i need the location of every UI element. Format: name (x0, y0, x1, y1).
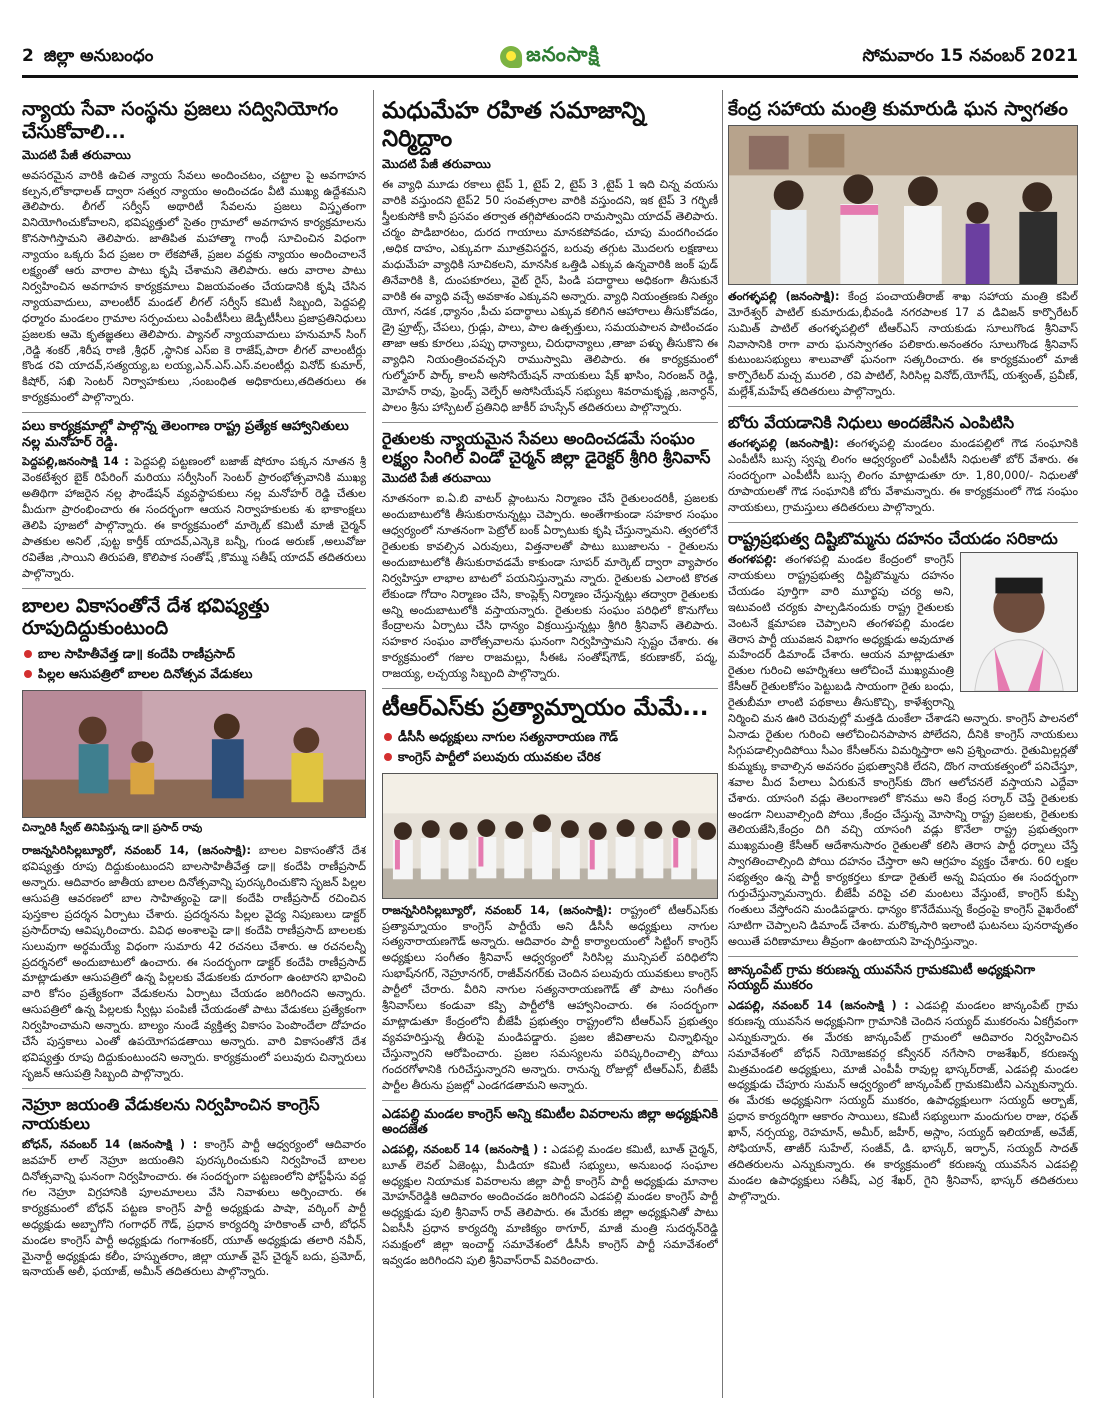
article-dateline: ఎడపల్లి, నవంబర్ 14 (జనంసాక్షి ) : (382, 1142, 548, 1156)
article-headline: నెహ్రూ జయంతి వేడుకలను నిర్వహించిన కాంగ్రెస్ నాయకులు (22, 1094, 320, 1133)
article-bullets (382, 727, 718, 767)
article-photo (728, 125, 1078, 285)
portrait-placeholder (961, 553, 1077, 691)
column-rule (373, 90, 374, 1398)
article-borewell-funds (728, 413, 1078, 516)
article-body: తంగళ్ళపల్లి మండలం మండపల్లిలో గౌడ సంఘానికి ఎంపీటీసీ బుస్స స్వప్న లింగం ఆధ్వర్యంలో ఎంపీటీసీ నిధులతో బోర్ వేశారు. ఈ సందర్భంగా ఎంపీటీసీ బుస్స లింగం మాట్లాడుతూ రూ. 1,80,000/- నిధులతో రూపాయలతో గౌడ సంఘానికి బోరు వేశామన్నారు. ఈ కార్యక్రమంలో గౌడ సంఘం నాయకులు, గ్రామస్తులు తదితరులు పాల్గొన్నారు. (728, 437, 1078, 514)
article-headline: పలు కార్యక్రమాల్లో పాల్గొన్న తెలంగాణ రాష్ట్ర ప్రత్యేక ఆహ్వానితులు నల్ల మనోహర్ రెడ్డి. (22, 419, 349, 450)
article-kicker: మొదటి పేజీ తరువాయి (382, 157, 491, 172)
article-headline: మధుమేహ రహిత సమాజాన్ని నిర్మిద్దాం (382, 98, 646, 152)
article-dateline: రాజన్నసిరిసిల్లబ్యూరో, నవంబర్ 14, (జనంసాక్షి): (22, 844, 251, 858)
article-photo (22, 690, 366, 818)
section-name: జిల్లా అనుబంధం (43, 45, 154, 66)
article-dateline: రాజన్నసిరిసిల్లబ్యూరో, నవంబర్ 14, (జనంసాక్షి): (382, 903, 613, 917)
article-body: అవసరమైన వారికి ఉచిత న్యాయ సేవలు అందించటం, చట్టాల పై అవగాహన కల్పన,లోకాధాలత్ ద్వారా సత్వర న్యాయం అందించడం వీటి ముఖ్య ఉద్దేశమని తెలిపారు. లీగల్ సర్వీస్ అథారిటీ సేవలను ప్రజలు విస్తృతంగా వినియోగించుకోవాలని, భవిష్యత్తులో సైతం గ్రామాలో అవగాహన కార్యక్రమాలను కొనసాగిస్తామని తెలిపారు. జాతిపిత మహాత్మా గాంధీ సూచించిన విధంగా న్యాయం ఒక్కరు పేద ప్రజల రా లేకపోతే, ప్రజల వద్దకు న్యాయం అందించాలనే లక్ష్యంతో ఆరు వారాల పాటు కృషి చేశామని తెలిపారు. ఆరు వారాల పాటు నిర్వహించిన అవగాహన కార్యక్రమాలు విజయవంతం చేయడానికి కృషి చేసిన న్యాయవాదులు, వాలంటీర్ మండల్ లీగల్ సర్వీస్ కమిటీ సిబ్బంది, పెద్దపల్లి ధర్మారం మండలం గ్రామాల సర్పంచులు ఎంపీటీసీలు జెడ్పీటీసీలు ప్రజాప్రతినిధులు ప్రజలకు ఆమె కృతజ్ఞతలు తెలిపారు. ప్యానల్ న్యాయవాదులు హనుమాన్ సింగ్ ,రెడ్డి శంకర్ ,శిరీష రాణి ,శ్రీధర్ ,స్థానిక ఎస్ఐ కె రాజేష్,పారా లీగల్ వాలంటీర్లు కొండ రవి యాదవ్,సత్యయ్య,బ లయ్య,ఎన్.ఎస్.ఎస్.వలంటీర్లు వినోద్ కుమార్, కిషోర్, సఖి సెంటర్ నిర్వాహకులు ,సంబంధిత అధికారులు,తదితరులు ఈ కార్యక్రమంలో పాల్గొన్నారు. (22, 168, 366, 405)
article-minister-son-welcome (728, 98, 1078, 400)
article-headline: బాలల వికాసంతోనే దేశ భవిష్యత్తు రూపుదిద్దుకుంటుంది (22, 594, 270, 640)
article-body: నూతనంగా ఐ.ఏ.బి వాటర్ ప్లాంటును నిర్మాణం చేసే రైతులందరికీ, ప్రజలకు అందుబాటులోకి తీసుకురానున్నట్లు చెప్పారు. అంతేగాకుండా సహకార సంఘం ఆధ్వర్యంలో నూతనంగా పెట్రోల్ బంక్ ఏర్పాటుకు కృషి చేస్తున్నామని. త్వరలోనే రైతులకు కావల్సిన ఎరువులు, విత్తనాలతో పాటు ఋజాలను - రైతులను అందుబాటులోకి తీసుకురావడమే కాకుండా సూపర్ మార్కెట్ ద్వారా వ్యాపారం నిర్వహిస్తూ లాభాల బాటలో పయనిస్తున్నామ న్నారు. రైతులకు ఎలాంటి కొరత లేకుండా గోదాం నిర్మాణం చేసి, కాంప్లెక్స్ నిర్మాణం చేస్తున్నట్లు తద్వారా రైతులకు అన్ని అందుబాటులోకి వస్తాయన్నారు. రైతులకు సంఘం పరిధిలో కొనుగోలు కేంద్రాలను ఏర్పాటు చేసి ధాన్యం విక్రయిస్తున్నట్లు శ్రీగిరి శ్రీనివాస్ తెలిపారు. సహకార సంఘం వారోత్సవాలను ఘనంగా నిర్వహిస్తామని స్పష్టం చేశారు. ఈ కార్యక్రమంలో గజుల రాజమల్లు, సీఈఓ సంతోష్‌గౌడ్, కరుణాకర్, పద్మ, రాజయ్య, లచ్చయ్య సిబ్బంది పాల్గొన్నారు. (382, 492, 718, 681)
article-body: పెద్దపల్లి పట్టణంలో బజాజ్ షోరూం పక్కన నూతన శ్రీ వెంకటేశ్వర బైక్ రిపేరింగ్ మరియు సర్వీసింగ్ సెంటర్ ప్రారంభోత్సవానికి ముఖ్య అతిథిగా హాజరైన నల్ల ఫౌండేషన్ వ్యవస్థాపకులు నల్ల మనోహర్ రెడ్డి చేతుల మీదుగా ప్రారంభించారు ఈ సందర్భంగా ఆయన నిర్వాహకులకు శు భాకాంక్షలు తెలిపి పూజలో పాల్గొన్నారు. ఈ కార్యక్రమంలో మార్కెట్ కమిటీ మాజీ చైర్మన్ పాతకుల అనిల్ ,పుట్ట కార్తీక్ యాదవ్,ఎన్కెకె బన్నీ, గుండ అరుణ్ ,అలువోజు రవితేజ ,సాయిని తిరుపతి, కొలిపాక సంతోష్ ,కొమ్ము సతీష్ యాదవ్ తదితరులు పాల్గొన్నారు. (22, 455, 366, 580)
article-headline: న్యాయ సేవా సంస్థను ప్రజలు సద్వినియోగం చేసుకోవాలి... (22, 98, 339, 143)
article-headline: టీఆర్ఎస్‌కు ప్రత్యామ్నాయం మేమే... (382, 695, 709, 722)
article-diabetes (382, 98, 718, 416)
article-body: తంగళపల్లి మండల కేంద్రంలో కాంగ్రెస్ నాయకులు రాష్ట్రప్రభుత్వ దిష్టిబొమ్మను దహనం చేయడం పూర్తిగా వారి మూర్ఖపు చర్య అని, ఇటువంటి చర్యకు పాల్పడినందుకు రాష్ట్ర రైతులకు వెంటనే క్షమాపణ చెప్పాలని తంగళపల్లి మండల తెరాస పార్టీ యువజన విభాగం అధ్యక్షుడు అవుదూత మహేందర్ డిమాండ్ చేశారు. ఆయన మాట్లాడుతూ రైతుల గురించి అహర్నిశలు ఆలోచించే ముఖ్యమంత్రి కేసీఆర్ రైతులకోసం పెట్టుబడి సాయంగా రైతు బంధు, రైతుబీమా లాంటి పథకాలు తీసుకొచ్చి, కాళేశ్వరాన్ని నిర్మించి మన ఊరి చెరువుల్లో మత్తడి దుంకేలా చేశాడని అన్నారు. కాంగ్రెస్ పాలనలో ఏనాడు రైతుల గురించి ఆలోచించినపాపాన పోలేదని, దీనికి కాంగ్రెస్ నాయకులు సిగ్గుపడాల్సిందిపోయి సీఎం కేసీఆర్‌ను విమర్శిస్తారా అని ప్రశ్నించారు. రైతుమిల్లర్లతో కుమ్మక్కు కావాల్సిన అవసరం ప్రభుత్వానికి లేదని, దొంగ నాయకత్వంలో పనిచేస్తూ, శవాల మీద పేలాలు ఏరుకునే కాంగ్రెస్‌కు దొంగ ఆలోచనలే వస్తాయని ఎద్దేవా చేశారు. యాసంగి వడ్లు తెలంగాణలో కొనము అని కేంద్ర సర్కార్ చెప్తే రైతులకు అండగా నిలువాల్సింది పోయి ,కేంద్రం చేస్తున్న మోసాన్ని రాష్ట్ర ప్రజలకు, రైతులకు తెలియజేసి,కేంద్రం దిగి వచ్చి యాసంగి వడ్లు కొనేలా రాష్ట్ర ప్రభుత్వంగా ముఖ్యమంత్రి కేసీఆర్ ఆదేశానుసారం రైతులతో కలిసి తెరాస పార్టీ ధర్నాలు చేస్తే స్వాగతించాల్సింది పోయి దహనం చేస్తారా అని ఆగ్రహం వ్యక్తం చేశారు. 60 లక్షల సభ్యత్వం ఉన్న పార్టీ కార్యకర్తలు కూడా రైతులే అన్న విషయం ఈ సందర్భంగా గుర్తుచేస్తున్నామన్నారు. బీజేపీ వరిపై చలి మంటలు వేస్తుంటే, కాంగ్రెస్ కుప్పి గంతులు వేస్తోందని మండిపడ్డారు. ధాన్యం కొనేదేమున్న కేంద్రంపై కాంగ్రెస్ వైఖరేంటో సూటిగా చెప్పాలని డిమాండ్ చేశారు. మరొక్కసారి ఇలాంటి ఘటనలు పునరావృతం అయితే పరిణామాలు తీవ్రంగా ఉంటాయని హెచ్చరిస్తున్నాం. (728, 553, 1078, 948)
article-kicker: మొదటి పేజీ తరువాయి (382, 471, 491, 486)
bullet-item: బాల సాహితీవేత్త డా॥ కందేపి రాణీప్రసాద్ (22, 644, 366, 664)
article-headline: కేంద్ర సహాయ మంత్రి కుమారుడి ఘన స్వాగతం (728, 98, 1068, 120)
article-dateline: తంగళ్ళపల్లి (జనంసాక్షి): (728, 289, 840, 303)
article-divider (382, 422, 718, 423)
article-dateline: తంగళపల్లి: (728, 553, 777, 567)
article-dateline: తంగళ్ళపల్లి (జనంసాక్షి): (728, 437, 839, 451)
portrait-photo (960, 552, 1078, 692)
article-divider (728, 406, 1078, 407)
article-photo (382, 773, 718, 899)
issue-date: సోమవారం 15 నవంబర్ 2021 (862, 45, 1078, 66)
article-divider (728, 522, 1078, 523)
article-headline: ఎడపల్లి మండల కాంగ్రెస్ అన్ని కమిటీల వివరాలను జిల్లా అధ్యక్షునికి అందజేత (382, 1106, 718, 1138)
photo-caption: చిన్నారికి స్వీట్ తినిపిస్తున్న డా॥ ప్రసాద్ రావు (22, 822, 203, 835)
article-body: బాలల వికాసంతోనే దేశ భవిష్యత్తు రూపు దిద్దుకుంటుందని బాలసాహితీవేత్త డా॥ కందేపి రాణీప్రసాద్ అన్నారు. ఆదివారం జాతీయ బాలల దినోత్సవాన్ని పురస్కరించుకొని సృజన్ పిల్లల ఆసుపత్రి ఆవరణలో బాల సాహిత్యంపై డా॥ కందేపి రాణీప్రసాద్ రచించిన పుస్తకాల ప్రదర్శన ఏర్పాటు చేశారు. ప్రదర్శనను పిల్లల వైద్య నిపుణులు డాక్టర్ ప్రసాద్‌రావు ఆవిష్కరించారు. వివిధ అంశాలపై డా॥ కందేపి రాణీప్రసాద్ బాలలకు సులువుగా అర్థమయ్యే విధంగా సుమారు 42 రచనలు చేశారు. ఆ రచనలన్నీ ప్రదర్శనలో అందుబాటులో ఉంచారు. ఈ సందర్భంగా డాక్టర్ కందేపి రాణీప్రసాద్ మాట్లాడుతూ ఆసుపత్రిలో ఉన్న పిల్లలకు వేడుకలకు దూరంగా ఉంటారని భావించి వారి కోసం ప్రత్యేకంగా వేడుకలను ఏర్పాటు చేయడం జరిగిందని అన్నారు. ఆసుపత్రిలో ఉన్న పిల్లలకు స్వీట్లు పంపిణీ చేయడంతో పాటు వేడుకలు ప్రత్యేకంగా నిర్వహించామని అన్నారు. బాల్యం నుండే వ్యక్తిత్వ వికాసం పెంపొందేలా దోహదం చేసే పుస్తకాలు ఎంతో ఉపయోగపడతాయి అన్నారు. వారి వికాసంతోనే దేశ భవిష్యత్తు రూపు దిద్దుకుంటుందని అన్నారు. కార్యక్రమంలో పలువురు చిన్నారులు సృజన్ ఆసుపత్రి సిబ్బంది పాల్గొన్నారు. (22, 844, 366, 1080)
article-edapalli-committees (382, 1107, 718, 1269)
article-childrens-day (22, 595, 366, 1082)
logo-text: జనంసాక్షి (526, 42, 600, 66)
column-1 (22, 92, 366, 1398)
article-body: ఈ వ్యాధి మూడు రకాలు టైప్ 1, టైప్ 2, టైప్ 3 ,టైప్ 1 ఇది చిన్న వయసు వారికి వస్తుందని టైప్2 50 సంవత్సరాల వారికి వస్తుందని, ఇక టైప్ 3 గర్భిణీ స్త్రీలకుసోకి కానీ ప్రసవం తర్వాత తగ్గిపోతుందని రామస్వామి యాదవ్ తెలిపారు. చర్మం పొడిబారటం, దురద గాయాలు మానకపోవడం, చూపు మందగించడం ,అధిక దాహం, ఎక్కువగా మూత్రవిసర్జన, బరువు తగ్గుట మొదలగు లక్షణాలు మధుమేహ వ్యాధికి సూచికలని, మానసిక ఒత్తిడి ఎక్కువ ఉన్నవారికి జంక్ ఫుడ్ తినేవారికి కి, దుంపకూరలు, వైట్ రైస్, పిండి పదార్థాలు అధికంగా తీసుకునే వారికి ఈ వ్యాధి వచ్చే అవకాశం ఎక్కువని అన్నారు. వ్యాధి నియంత్రణకు నిత్యం యోగ, నడక ,ధ్యానం ,పీచు పదార్థాలు ఎక్కువ కలిగిన ఆహారాలు తీసుకోవడం, డ్రై ఫ్రూట్స్, చేపలు, గ్రుడ్లు, పాలు, పాల ఉత్పత్తులు, సమయపాలన పాటించడం తాజా ఆకు కూరలు ,పప్పు ధాన్యాలు, చిరుధాన్యాలు ,తాజా పళ్ళు తీసుకొని ఈ వ్యాధిని నియంత్రించవచ్చని రాముస్వామి తెలిపారు. ఈ కార్యక్రమంలో గుల్మోహర్ పార్క్ కాలనీ అసోసియేషన్ నాయకులు షేక్ ఖాసిం, నిరంజన్ రెడ్డి, మోహన్ రావు, ఫ్రెండ్స్ వెల్ఫేర్ అసోసియేషన్ సభ్యులు శివరామకృష్ణ ,జనార్ధన్, పాలం శ్రీను హాస్పిటల్ ప్రతినిధి జాకీర్ హుస్సేన్ తదితరులు పాల్గొన్నారు. (382, 178, 718, 414)
article-bike-center (22, 419, 366, 581)
bullet-item: కాంగ్రెస్ పార్టీలో పలువురు యువకుల చేరిక (382, 747, 718, 767)
article-kicker: మొదటి పేజీ తరువాయి (22, 147, 131, 162)
article-farmers-society (382, 429, 718, 682)
article-divider (382, 1100, 718, 1101)
photo-placeholder (729, 126, 1077, 284)
photo-placeholder (383, 774, 717, 898)
article-divider (728, 956, 1078, 957)
article-youth-committee (728, 963, 1078, 1205)
article-headline: బోరు వేయడానికి నిధులు అందజేసిన ఎంపిటిసి (728, 413, 1015, 433)
column-2 (382, 92, 718, 1398)
page-number: 2 (22, 45, 34, 66)
masthead-left (22, 46, 153, 70)
article-body: కేంద్ర పంచాయతీరాజ్ శాఖ సహాయ మంత్రి కపిల్ మోరేశ్వర్ పాటిల్ కుమారుడు,భీవండి నగరపాలక 17 వ డివిజన్ కార్పొరేటర్ సుమిత్ పాటిల్ తంగళ్ళపల్లిలో టీఆర్ఎస్ నాయకుడు సూలుగొండ శ్రీనివాస్ నివాసానికి రాగా వారు ఘనస్వాగతం పలికారు.అనంతరం సూలుగొండ శ్రీనివాస్ కుటుంబసభ్యులు శాలువాతో ఘనంగా సత్కరించారు. ఈ కార్యక్రమంలో మాజీ కార్పొరేటర్ మచ్చ మురలి , రవి పాటిల్, సిరిసిల్ల వినోద్,యోగేష్, యశ్వంత్, ప్రవీణ్, మల్లేశ్,మహేష్ తదితరులు పాల్గొన్నారు. (728, 289, 1078, 399)
column-rule (722, 90, 723, 1398)
article-dateline: బోధన్, నవంబర్ 14 (జనంసాక్షి ) : (22, 1138, 198, 1152)
article-body: ఎడపల్లి మండలం జాన్కంపేట్ గ్రామ కరుణన్న యువసేన అధ్యక్షునిగా గ్రామానికి చెందిన సయ్యద్ ముకరంను ఏకగ్రీవంగా ఎన్నుకున్నారు. ఈ మేరకు జాన్కంపేట్ గ్రామంలో ఆదివారం నిర్వహించిన సమావేశంలో బోధన్ నియోజకవర్గ కన్వీనర్ నగేసాని రాజశేఖర్, కరుణన్న మిత్రమండలి అధ్యక్షులు, మాజీ ఎంపీపీ రావుల్ల భాస్కర్‌రాజ్, ఎడపల్లి మండల అధ్యక్షుడు చేపూరు సుమన్ ఆధ్వర్యంలో జాన్కంపేట్ గ్రామకమిటీని ఎన్నుకున్నారు. ఈ మేరకు అధ్యక్షునిగా సయ్యద్ ముకరం, ఉపాధ్యక్షులుగా సయ్యద్ అర్బాజ్, ప్రధాన కార్యదర్శిగా ఆకారం సాయిలు, కమిటీ సభ్యులుగా మందుగుల రాజు, రఫత్ ఖాన్, నర్సయ్య, రెహమాన్, అమీర్, జహీర్, అస్లాం, సయ్యద్ ఇలియాజ్, అవేజ్, సోఫియాన్, తాజీర్ సుహేల్, సంజీవ్, డి. భాస్కర్, ఇర్ఫాన్, సయ్యద్ సాదత్ తదితరులను ఎన్నుకున్నారు. ఈ కార్యక్రమంలో కరుణన్న యువసేన ఎడపల్లి మండల ఉపాధ్యక్షులు సతీష్, ఎర్ర శేఖర్, గైని శ్రీనివాస్, భాస్కర్ తదితరులు పాల్గొన్నారు. (728, 998, 1078, 1203)
article-dateline: పెద్దపల్లి,జనంసాక్షి 14 : (22, 455, 129, 469)
article-legal-services (22, 98, 366, 406)
column-3 (728, 92, 1078, 1398)
bullet-item: డీసీసీ అధ్యక్షులు నాగుల సత్యనారాయణ గౌడ్ (382, 727, 718, 747)
article-trs-alternative (382, 695, 718, 1093)
article-divider (22, 588, 366, 589)
article-nehru-jayanti (22, 1095, 366, 1281)
article-effigy-burning (728, 529, 1078, 950)
article-bullets (22, 644, 366, 684)
article-headline: రైతులకు న్యాయమైన సేవలు అందించడమే సంఘం లక్ష్యం సింగిల్ విండో చైర్మన్ జిల్లా డైరెక్టర్ శ్రీగిరి శ్రీనివాస్ (382, 428, 711, 467)
masthead (22, 40, 1078, 78)
photo-placeholder (23, 691, 365, 817)
article-body: ఎడపల్లి మండల కమిటీ, బూత్ చైర్మన్, బూత్ లెవల్ ఏజెంట్లు, మీడియా కమిటీ సభ్యులు, అనుబంధ సంఘాల అధ్యక్షుల నియామక వివరాలను జిల్లా పార్టీ కాంగ్రెస్ పార్టీ అధ్యక్షుడు మానాల మోహన్‌రెడ్డికి ఆదివారం అందించడం జరిగిందని ఎడపల్లి మండల కాంగ్రెస్ పార్టీ అధ్యక్షుడు పులి శ్రీనివాస్ రావ్ తెలిపారు. ఈ మేరకు జిల్లా అధ్యక్షునితో పాటు ఏఐసీసీ ప్రధాన కార్యదర్శి మాణిక్యం ఠాగూర్, మాజీ మంత్రి సుదర్శన్‌రెడ్డి సమక్షంలో జిల్లా ఇంచార్జ్ సమావేశంలో డీసీసీ కాంగ్రెస్ పార్టీ సమావేశంలో ఇవ్వడం జరిగిందని పులి శ్రీనివాస్‌రావ్ వివరించారు. (382, 1142, 718, 1268)
article-divider (22, 1088, 366, 1089)
article-dateline: ఎడపల్లి, నవంబర్ 14 (జనంసాక్షి ) : (728, 998, 909, 1012)
article-headline: రాష్ట్రప్రభుత్వ దిష్టిబొమ్మను దహనం చేయడం సరికాదు (728, 528, 1058, 548)
article-divider (22, 412, 366, 413)
newspaper-logo (500, 42, 600, 71)
logo-leaf-icon (500, 46, 522, 68)
article-body: కాంగ్రెస్ పార్టీ ఆధ్వర్యంలో ఆదివారం జవహర్ లాల్ నెహ్రూ జయంతిని పురస్కరించుకుని నిర్వహించే బాలల దినోత్సవాన్ని ఘనంగా నిర్వహించారు. ఈ సందర్భంగా పట్టణంలోని ఫోస్ట్‌ఫీసు వద్ద గల నెహ్రూ విగ్రహానికి పూలమాలలు వేసి నివాళులు అర్పించారు. ఈ కార్యక్రమంలో బోధన్ పట్టణ కాంగ్రెస్ పార్టీ అధ్యక్షుడు పాషా, వర్కింగ్ పార్టీ అధ్యక్షుడు అబ్బాగోని గంగాధర్ గౌడ్, ప్రధాన కార్యదర్శి హరికాంత్ చారీ, బోధన్ మండల కాంగ్రెస్ పార్టీ అధ్యక్షుడు గంగాశంకర్, యూత్ అధ్యక్షుడు తలారి నవీన్, మైనార్టీ అధ్యక్షుడు కలీం, హస్నుతరాం, జిల్లా యూత్ వైస్ చైర్మన్ బదు, ప్రమోద్, ఇనాయత్ అలీ, ఫయాజ్, అమీన్ తదితరులు పాల్గొన్నారు. (22, 1138, 366, 1279)
article-headline: జాన్కంపేట్ గ్రామ కరుణన్న యువసేన గ్రామకమిటీ అధ్యక్షునిగా సయ్యద్ ముకరం (728, 962, 1036, 994)
article-divider (382, 688, 718, 689)
bullet-item: పిల్లల ఆసుపత్రిలో బాలల దినోత్సవ వేడుకలు (22, 664, 366, 684)
article-body: రాష్ట్రంలో టీఆర్ఎస్‌కు ప్రత్యామ్నాయం కాంగ్రెస్ పార్టీయే అని డీసీసీ అధ్యక్షులు నాగుల సత్యనారాయణగౌడ్ అన్నారు. ఆదివారం పార్టీ కార్యాలయంలో సిట్టింగ్ కాంగ్రెస్ అధ్యక్షులు సంగీతం శ్రీనివాస్ ఆధ్వర్యంలో సిరిసిల్ల మున్సిపల్ పరిధిలోని సుభాష్‌నగర్, నెహ్రూనగర్, రాజీవ్‌నగర్‌కు చెందిన పలువురు యువకులు కాంగ్రెస్ పార్టీలో చేరారు. వీరిని నాగుల సత్యనారాయణగౌడ్ తో పాటు సంగీతం శ్రీనివాస్‌లు కండువా కప్పి పార్టీలోకి ఆహ్వానించారు. ఈ సందర్భంగా మాట్లాడుతూ కేంద్రంలోని బీజేపీ ప్రభుత్వం రాష్ట్రంలోని టీఆర్ఎస్ ప్రభుత్వం వ్యవహరిస్తున్న తీరుపై మండిపడ్డారు. ప్రజల జీవితాలను చిన్నాభిన్నం చేస్తున్నారని ఆరోపించారు. ప్రజల సమస్యలను పరిష్కరించాల్సి పోయి గందరగోళానికి గురిచేస్తున్నారని అన్నారు. రానున్న రోజుల్లో టీఆర్ఎస్, బీజేపీ పార్టీల తీరును ప్రజల్లో ఎండగడతామని అన్నారు. (382, 903, 718, 1092)
